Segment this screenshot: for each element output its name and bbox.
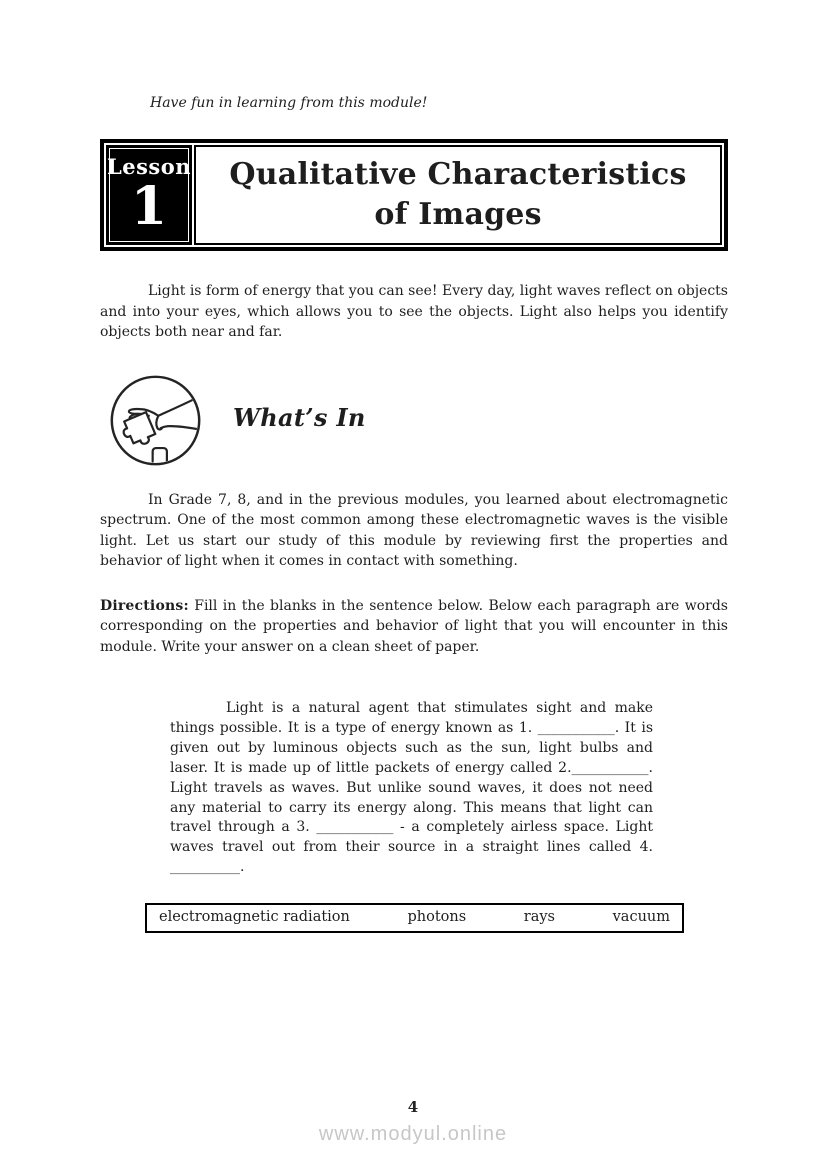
page-number: 4 xyxy=(407,1098,419,1116)
word-bank-item: photons xyxy=(407,909,467,926)
word-bank-item: vacuum xyxy=(612,909,670,926)
word-bank-item: rays xyxy=(523,909,555,926)
review-paragraph: In Grade 7, 8, and in the previous modules, you learned about electromagnetic spectrum. One of the most common among these electromagnetic waves is the visible light. Let us start our study of this module by reviewing first the properties and behavior of light when it comes in contact with something. xyxy=(100,491,728,569)
lesson-number: 1 xyxy=(130,176,168,237)
lesson-title xyxy=(194,145,722,245)
lesson-banner xyxy=(100,139,728,251)
directions-paragraph xyxy=(100,596,728,658)
word-bank-box xyxy=(145,903,684,933)
whats-in-section xyxy=(108,373,728,468)
lesson-number-box xyxy=(106,145,192,245)
tagline-text: Have fun in learning from this module! xyxy=(150,95,428,111)
fill-in-paragraph: Light is a natural agent that stimulates sight and make things possible. It is a type of energy known as 1. ___________. It is given out by luminous objects such as the sun, light bulbs and laser. It is made up of little packets of energy called 2.___________. Light travels as waves. But unlike sound waves, it does not need any material to carry its energy along. This means that light can travel through a 3. ___________ - a completely airless space. Light waves travel out from their source in a straight lines called 4. __________. xyxy=(170,700,653,876)
directions-text: Fill in the blanks in the sentence below. Below each paragraph are words corresponding on the properties and behavior of light that you will encounter in this module. Write your answer on a clean sheet of paper. xyxy=(100,597,728,655)
page-content xyxy=(100,0,728,933)
whats-in-heading: What’s In xyxy=(233,402,366,432)
directions-label: Directions: xyxy=(100,597,189,614)
lesson-label: Lesson xyxy=(106,154,192,179)
intro-paragraph: Light is form of energy that you can see! Every day, light waves reflect on objects and into your eyes, which allows you to see the objects. Light also helps you identify objects both near and far. xyxy=(100,283,728,340)
watermark-text: www.modyul.online xyxy=(318,1123,508,1145)
hand-placing-puzzle-piece-icon xyxy=(108,373,203,468)
lesson-title-line1: Qualitative Characteristics xyxy=(229,157,687,192)
lesson-title-line2: of Images xyxy=(374,197,542,232)
word-bank-item: electromagnetic radiation xyxy=(159,909,350,926)
